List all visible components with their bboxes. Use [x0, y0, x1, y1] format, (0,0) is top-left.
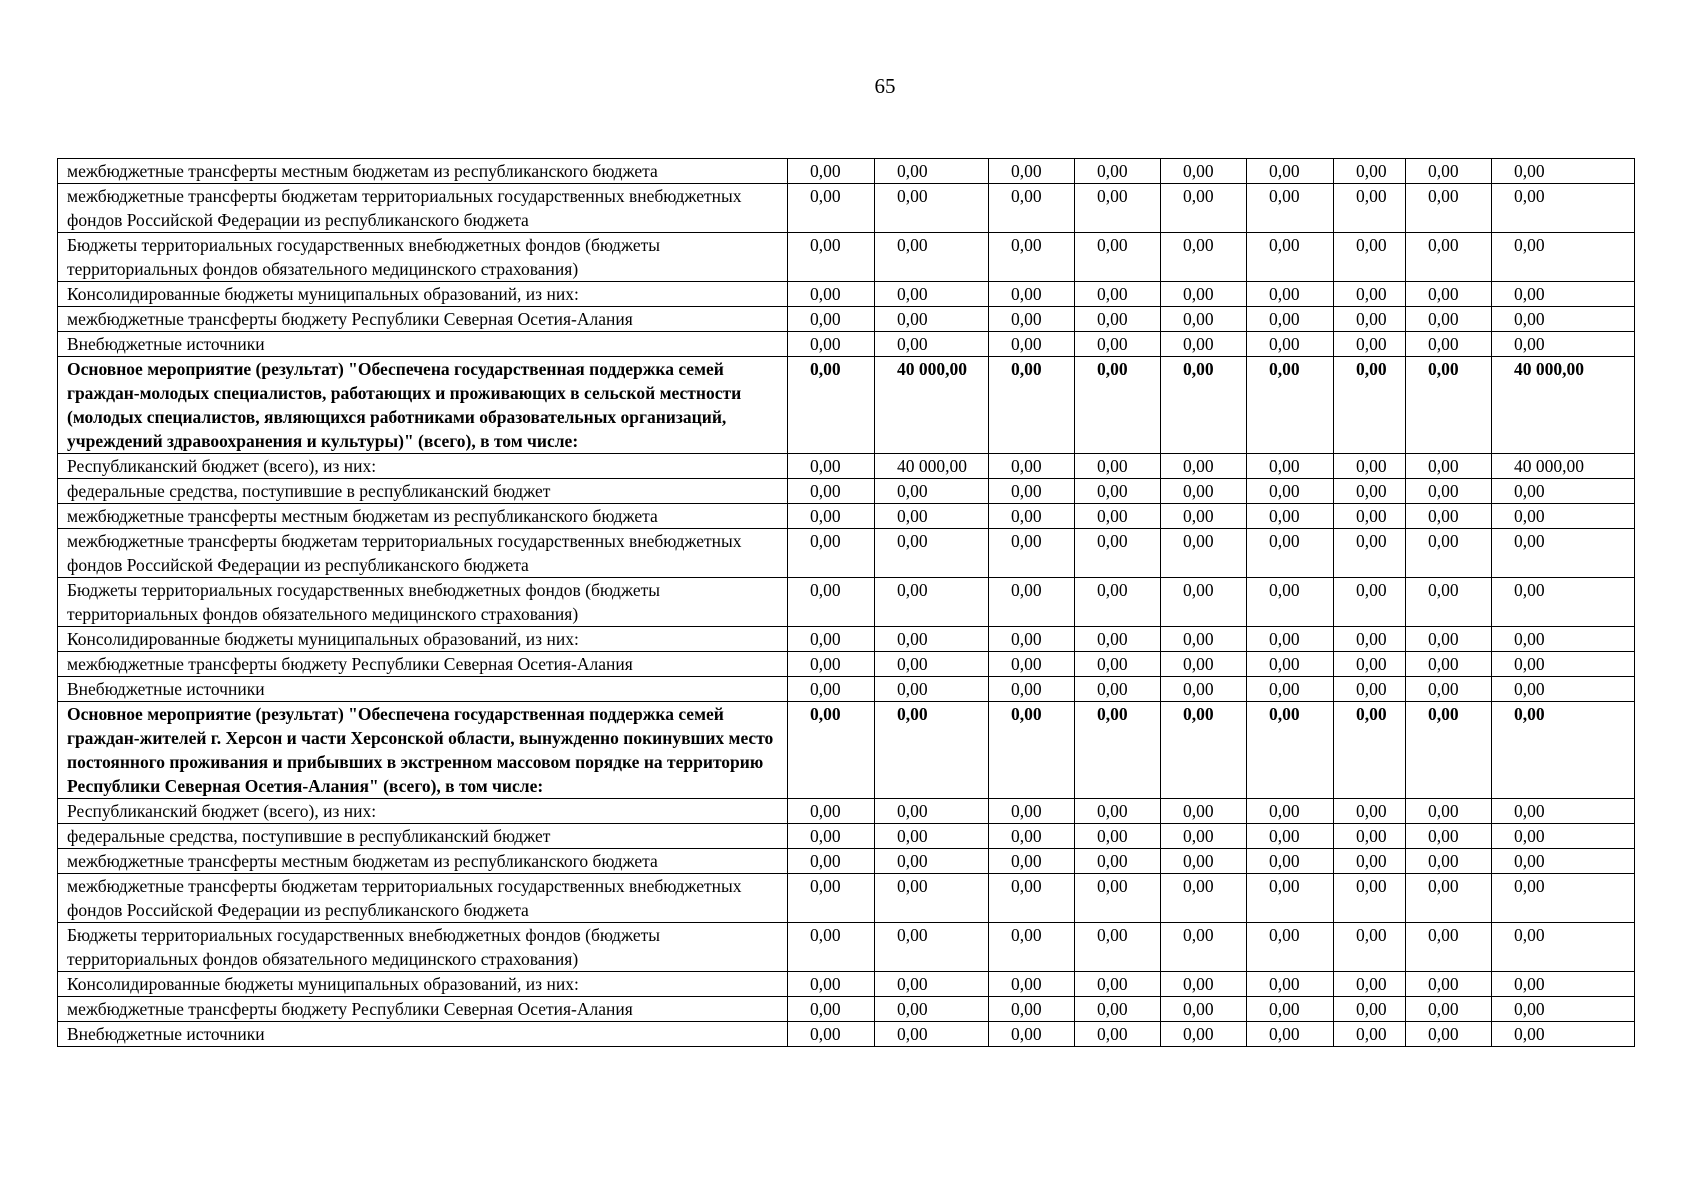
row-label: Консолидированные бюджеты муниципальных образований, из них: — [58, 627, 788, 652]
value-cell: 0,00 — [1492, 824, 1635, 849]
value-cell: 0,00 — [1334, 454, 1406, 479]
value-cell: 0,00 — [989, 504, 1075, 529]
table-row — [58, 307, 1635, 332]
value-cell: 0,00 — [788, 282, 875, 307]
value-cell: 0,00 — [989, 923, 1075, 972]
value-cell: 40 000,00 — [1492, 357, 1635, 454]
value-cell: 0,00 — [1406, 652, 1492, 677]
value-cell: 0,00 — [1334, 824, 1406, 849]
row-label: межбюджетные трансферты бюджетам территориальных государственных внебюджетных фондов Российской Федерации из республиканского бюджета — [58, 529, 788, 578]
value-cell: 0,00 — [1406, 504, 1492, 529]
table-row — [58, 578, 1635, 627]
row-label: Республиканский бюджет (всего), из них: — [58, 799, 788, 824]
value-cell: 0,00 — [875, 799, 989, 824]
value-cell: 0,00 — [1334, 504, 1406, 529]
value-cell: 0,00 — [1492, 1022, 1635, 1047]
value-cell: 40 000,00 — [1492, 454, 1635, 479]
value-cell: 0,00 — [1161, 504, 1247, 529]
value-cell: 0,00 — [1247, 923, 1334, 972]
value-cell: 0,00 — [875, 233, 989, 282]
value-cell: 0,00 — [989, 652, 1075, 677]
value-cell: 0,00 — [788, 874, 875, 923]
value-cell: 0,00 — [1406, 849, 1492, 874]
value-cell: 0,00 — [1161, 923, 1247, 972]
value-cell: 0,00 — [1247, 479, 1334, 504]
row-label: межбюджетные трансферты местным бюджетам из республиканского бюджета — [58, 504, 788, 529]
row-label: Внебюджетные источники — [58, 1022, 788, 1047]
value-cell: 0,00 — [989, 159, 1075, 184]
value-cell: 0,00 — [989, 479, 1075, 504]
value-cell: 0,00 — [1247, 677, 1334, 702]
value-cell: 0,00 — [989, 677, 1075, 702]
value-cell: 0,00 — [1492, 923, 1635, 972]
value-cell: 0,00 — [1406, 799, 1492, 824]
value-cell: 0,00 — [875, 923, 989, 972]
value-cell: 0,00 — [1161, 332, 1247, 357]
value-cell: 0,00 — [1247, 454, 1334, 479]
value-cell: 0,00 — [875, 824, 989, 849]
row-label: федеральные средства, поступившие в республиканский бюджет — [58, 479, 788, 504]
value-cell: 0,00 — [875, 874, 989, 923]
value-cell: 0,00 — [989, 799, 1075, 824]
value-cell: 0,00 — [788, 677, 875, 702]
value-cell: 0,00 — [989, 702, 1075, 799]
value-cell: 0,00 — [875, 677, 989, 702]
value-cell: 0,00 — [1161, 627, 1247, 652]
value-cell: 0,00 — [1075, 529, 1161, 578]
table-row — [58, 799, 1635, 824]
budget-table — [57, 158, 1635, 1047]
value-cell: 0,00 — [1406, 282, 1492, 307]
row-label: межбюджетные трансферты бюджету Республики Северная Осетия-Алания — [58, 997, 788, 1022]
table-row — [58, 627, 1635, 652]
value-cell: 0,00 — [788, 849, 875, 874]
row-label: межбюджетные трансферты бюджетам территориальных государственных внебюджетных фондов Российской Федерации из республиканского бюджета — [58, 874, 788, 923]
value-cell: 0,00 — [788, 627, 875, 652]
value-cell: 0,00 — [875, 997, 989, 1022]
value-cell: 0,00 — [788, 307, 875, 332]
value-cell: 0,00 — [875, 652, 989, 677]
value-cell: 0,00 — [1492, 972, 1635, 997]
value-cell: 0,00 — [1075, 824, 1161, 849]
value-cell: 0,00 — [1406, 578, 1492, 627]
value-cell: 0,00 — [1247, 307, 1334, 332]
value-cell: 0,00 — [1161, 529, 1247, 578]
value-cell: 0,00 — [1334, 652, 1406, 677]
value-cell: 0,00 — [1492, 282, 1635, 307]
value-cell: 0,00 — [1492, 529, 1635, 578]
value-cell: 0,00 — [1334, 702, 1406, 799]
value-cell: 0,00 — [1075, 1022, 1161, 1047]
page-number: 65 — [874, 74, 896, 98]
table-row — [58, 702, 1635, 799]
value-cell: 0,00 — [788, 972, 875, 997]
value-cell: 0,00 — [1247, 233, 1334, 282]
value-cell: 0,00 — [1492, 627, 1635, 652]
value-cell: 0,00 — [1247, 357, 1334, 454]
value-cell: 0,00 — [1075, 282, 1161, 307]
value-cell: 0,00 — [1492, 849, 1635, 874]
table-row — [58, 479, 1635, 504]
value-cell: 0,00 — [1334, 923, 1406, 972]
value-cell: 0,00 — [788, 578, 875, 627]
value-cell: 0,00 — [875, 332, 989, 357]
value-cell: 0,00 — [989, 529, 1075, 578]
value-cell: 0,00 — [1161, 1022, 1247, 1047]
table-row — [58, 504, 1635, 529]
value-cell: 0,00 — [1334, 677, 1406, 702]
table-row — [58, 677, 1635, 702]
value-cell: 0,00 — [1075, 849, 1161, 874]
value-cell: 0,00 — [1406, 923, 1492, 972]
table-row — [58, 233, 1635, 282]
value-cell: 0,00 — [875, 307, 989, 332]
value-cell: 0,00 — [1492, 159, 1635, 184]
value-cell: 0,00 — [788, 159, 875, 184]
table-row — [58, 282, 1635, 307]
value-cell: 0,00 — [1492, 874, 1635, 923]
value-cell: 0,00 — [875, 578, 989, 627]
value-cell: 0,00 — [788, 702, 875, 799]
value-cell: 0,00 — [1075, 233, 1161, 282]
value-cell: 0,00 — [1492, 799, 1635, 824]
value-cell: 40 000,00 — [875, 454, 989, 479]
value-cell: 0,00 — [788, 1022, 875, 1047]
value-cell: 0,00 — [1406, 332, 1492, 357]
value-cell: 0,00 — [989, 307, 1075, 332]
value-cell: 0,00 — [1492, 652, 1635, 677]
value-cell: 0,00 — [1334, 874, 1406, 923]
value-cell: 0,00 — [1247, 529, 1334, 578]
table-row — [58, 997, 1635, 1022]
value-cell: 0,00 — [788, 184, 875, 233]
value-cell: 0,00 — [1075, 874, 1161, 923]
value-cell: 40 000,00 — [875, 357, 989, 454]
row-label: межбюджетные трансферты местным бюджетам из республиканского бюджета — [58, 849, 788, 874]
value-cell: 0,00 — [875, 504, 989, 529]
value-cell: 0,00 — [1492, 479, 1635, 504]
row-label: Бюджеты территориальных государственных внебюджетных фондов (бюджеты территориальных фондов обязательного медицинского страхования) — [58, 578, 788, 627]
value-cell: 0,00 — [1075, 332, 1161, 357]
table-row — [58, 972, 1635, 997]
value-cell: 0,00 — [788, 799, 875, 824]
value-cell: 0,00 — [1075, 357, 1161, 454]
value-cell: 0,00 — [788, 332, 875, 357]
value-cell: 0,00 — [1492, 997, 1635, 1022]
value-cell: 0,00 — [1492, 233, 1635, 282]
value-cell: 0,00 — [1406, 454, 1492, 479]
value-cell: 0,00 — [788, 233, 875, 282]
value-cell: 0,00 — [989, 849, 1075, 874]
value-cell: 0,00 — [1161, 184, 1247, 233]
value-cell: 0,00 — [875, 972, 989, 997]
value-cell: 0,00 — [1406, 357, 1492, 454]
value-cell: 0,00 — [1334, 159, 1406, 184]
value-cell: 0,00 — [875, 479, 989, 504]
value-cell: 0,00 — [1406, 997, 1492, 1022]
value-cell: 0,00 — [788, 997, 875, 1022]
value-cell: 0,00 — [1406, 159, 1492, 184]
row-label: федеральные средства, поступившие в республиканский бюджет — [58, 824, 788, 849]
value-cell: 0,00 — [1247, 578, 1334, 627]
value-cell: 0,00 — [989, 357, 1075, 454]
value-cell: 0,00 — [788, 504, 875, 529]
value-cell: 0,00 — [1334, 849, 1406, 874]
table-row — [58, 332, 1635, 357]
value-cell: 0,00 — [1334, 529, 1406, 578]
value-cell: 0,00 — [1406, 233, 1492, 282]
value-cell: 0,00 — [1075, 504, 1161, 529]
value-cell: 0,00 — [1406, 702, 1492, 799]
table-row — [58, 529, 1635, 578]
value-cell: 0,00 — [1334, 972, 1406, 997]
row-label: межбюджетные трансферты бюджету Республики Северная Осетия-Алания — [58, 307, 788, 332]
value-cell: 0,00 — [1161, 307, 1247, 332]
value-cell: 0,00 — [1161, 824, 1247, 849]
value-cell: 0,00 — [1492, 578, 1635, 627]
value-cell: 0,00 — [788, 652, 875, 677]
value-cell: 0,00 — [788, 454, 875, 479]
value-cell: 0,00 — [1247, 997, 1334, 1022]
value-cell: 0,00 — [1161, 454, 1247, 479]
value-cell: 0,00 — [875, 849, 989, 874]
value-cell: 0,00 — [1334, 578, 1406, 627]
value-cell: 0,00 — [788, 923, 875, 972]
value-cell: 0,00 — [989, 997, 1075, 1022]
value-cell: 0,00 — [989, 184, 1075, 233]
row-label: Консолидированные бюджеты муниципальных образований, из них: — [58, 282, 788, 307]
value-cell: 0,00 — [875, 159, 989, 184]
value-cell: 0,00 — [875, 1022, 989, 1047]
value-cell: 0,00 — [1161, 357, 1247, 454]
value-cell: 0,00 — [875, 184, 989, 233]
value-cell: 0,00 — [989, 972, 1075, 997]
value-cell: 0,00 — [1075, 799, 1161, 824]
value-cell: 0,00 — [989, 1022, 1075, 1047]
value-cell: 0,00 — [1161, 652, 1247, 677]
table-row — [58, 454, 1635, 479]
value-cell: 0,00 — [1492, 677, 1635, 702]
value-cell: 0,00 — [1247, 824, 1334, 849]
value-cell: 0,00 — [989, 627, 1075, 652]
value-cell: 0,00 — [1406, 627, 1492, 652]
table-row — [58, 357, 1635, 454]
value-cell: 0,00 — [1406, 479, 1492, 504]
value-cell: 0,00 — [1161, 578, 1247, 627]
value-cell: 0,00 — [1161, 972, 1247, 997]
value-cell: 0,00 — [1492, 702, 1635, 799]
value-cell: 0,00 — [1247, 702, 1334, 799]
value-cell: 0,00 — [1161, 233, 1247, 282]
row-label: Основное мероприятие (результат) "Обеспечена государственная поддержка семей граждан-молодых специалистов, работающих и проживающих в сельской местности (молодых специалистов, являющихся работниками образовательных организаций, учреждений здравоохранения и культуры)" (всего), в том числе: — [58, 357, 788, 454]
value-cell: 0,00 — [1075, 307, 1161, 332]
value-cell: 0,00 — [1161, 282, 1247, 307]
row-label: Республиканский бюджет (всего), из них: — [58, 454, 788, 479]
row-label: межбюджетные трансферты бюджетам территориальных государственных внебюджетных фондов Российской Федерации из республиканского бюджета — [58, 184, 788, 233]
value-cell: 0,00 — [1334, 357, 1406, 454]
value-cell: 0,00 — [1247, 972, 1334, 997]
value-cell: 0,00 — [1406, 1022, 1492, 1047]
value-cell: 0,00 — [1161, 702, 1247, 799]
value-cell: 0,00 — [1492, 332, 1635, 357]
value-cell: 0,00 — [989, 874, 1075, 923]
value-cell: 0,00 — [1406, 307, 1492, 332]
value-cell: 0,00 — [788, 479, 875, 504]
value-cell: 0,00 — [989, 332, 1075, 357]
value-cell: 0,00 — [1161, 849, 1247, 874]
table-row — [58, 1022, 1635, 1047]
value-cell: 0,00 — [1161, 479, 1247, 504]
value-cell: 0,00 — [1247, 874, 1334, 923]
value-cell: 0,00 — [1075, 479, 1161, 504]
value-cell: 0,00 — [1247, 799, 1334, 824]
value-cell: 0,00 — [1247, 282, 1334, 307]
value-cell: 0,00 — [1161, 799, 1247, 824]
value-cell: 0,00 — [1334, 799, 1406, 824]
row-label: Бюджеты территориальных государственных внебюджетных фондов (бюджеты территориальных фондов обязательного медицинского страхования) — [58, 233, 788, 282]
value-cell: 0,00 — [1161, 159, 1247, 184]
value-cell: 0,00 — [1161, 874, 1247, 923]
value-cell: 0,00 — [989, 578, 1075, 627]
row-label: Консолидированные бюджеты муниципальных образований, из них: — [58, 972, 788, 997]
row-label: Внебюджетные источники — [58, 677, 788, 702]
value-cell: 0,00 — [1075, 578, 1161, 627]
value-cell: 0,00 — [1406, 972, 1492, 997]
value-cell: 0,00 — [875, 702, 989, 799]
value-cell: 0,00 — [1075, 923, 1161, 972]
value-cell: 0,00 — [1075, 159, 1161, 184]
value-cell: 0,00 — [1406, 824, 1492, 849]
table-row — [58, 184, 1635, 233]
value-cell: 0,00 — [788, 529, 875, 578]
value-cell: 0,00 — [1334, 233, 1406, 282]
value-cell: 0,00 — [875, 627, 989, 652]
table-row — [58, 824, 1635, 849]
value-cell: 0,00 — [1247, 184, 1334, 233]
value-cell: 0,00 — [1075, 627, 1161, 652]
value-cell: 0,00 — [1075, 184, 1161, 233]
value-cell: 0,00 — [1406, 874, 1492, 923]
value-cell: 0,00 — [1247, 159, 1334, 184]
value-cell: 0,00 — [1247, 652, 1334, 677]
value-cell: 0,00 — [1334, 1022, 1406, 1047]
table-row — [58, 159, 1635, 184]
value-cell: 0,00 — [1492, 504, 1635, 529]
value-cell: 0,00 — [1406, 529, 1492, 578]
value-cell: 0,00 — [1075, 997, 1161, 1022]
value-cell: 0,00 — [1075, 454, 1161, 479]
value-cell: 0,00 — [1247, 504, 1334, 529]
value-cell: 0,00 — [989, 824, 1075, 849]
value-cell: 0,00 — [1161, 997, 1247, 1022]
table-body — [58, 159, 1635, 1047]
row-label: Внебюджетные источники — [58, 332, 788, 357]
value-cell: 0,00 — [989, 282, 1075, 307]
table-row — [58, 849, 1635, 874]
value-cell: 0,00 — [1247, 627, 1334, 652]
value-cell: 0,00 — [1161, 677, 1247, 702]
value-cell: 0,00 — [1334, 627, 1406, 652]
value-cell: 0,00 — [1406, 184, 1492, 233]
row-label: межбюджетные трансферты местным бюджетам из республиканского бюджета — [58, 159, 788, 184]
value-cell: 0,00 — [788, 824, 875, 849]
value-cell: 0,00 — [1334, 184, 1406, 233]
value-cell: 0,00 — [1075, 972, 1161, 997]
value-cell: 0,00 — [1492, 184, 1635, 233]
value-cell: 0,00 — [1247, 1022, 1334, 1047]
value-cell: 0,00 — [875, 282, 989, 307]
value-cell: 0,00 — [1334, 307, 1406, 332]
row-label: межбюджетные трансферты бюджету Республики Северная Осетия-Алания — [58, 652, 788, 677]
value-cell: 0,00 — [989, 454, 1075, 479]
row-label: Бюджеты территориальных государственных внебюджетных фондов (бюджеты территориальных фондов обязательного медицинского страхования) — [58, 923, 788, 972]
value-cell: 0,00 — [1334, 282, 1406, 307]
value-cell: 0,00 — [1075, 677, 1161, 702]
value-cell: 0,00 — [788, 357, 875, 454]
value-cell: 0,00 — [1334, 479, 1406, 504]
value-cell: 0,00 — [1075, 652, 1161, 677]
value-cell: 0,00 — [1334, 332, 1406, 357]
value-cell: 0,00 — [1492, 307, 1635, 332]
value-cell: 0,00 — [1247, 849, 1334, 874]
row-label: Основное мероприятие (результат) "Обеспечена государственная поддержка семей граждан-жителей г. Херсон и части Херсонской области, вынужденно покинувших место постоянного проживания и прибывших в экстренном массовом порядке на территорию Республики Северная Осетия-Алания" (всего), в том числе: — [58, 702, 788, 799]
value-cell: 0,00 — [1247, 332, 1334, 357]
table-row — [58, 923, 1635, 972]
value-cell: 0,00 — [989, 233, 1075, 282]
table-row — [58, 652, 1635, 677]
value-cell: 0,00 — [1406, 677, 1492, 702]
value-cell: 0,00 — [875, 529, 989, 578]
value-cell: 0,00 — [1334, 997, 1406, 1022]
value-cell: 0,00 — [1075, 702, 1161, 799]
table-row — [58, 874, 1635, 923]
